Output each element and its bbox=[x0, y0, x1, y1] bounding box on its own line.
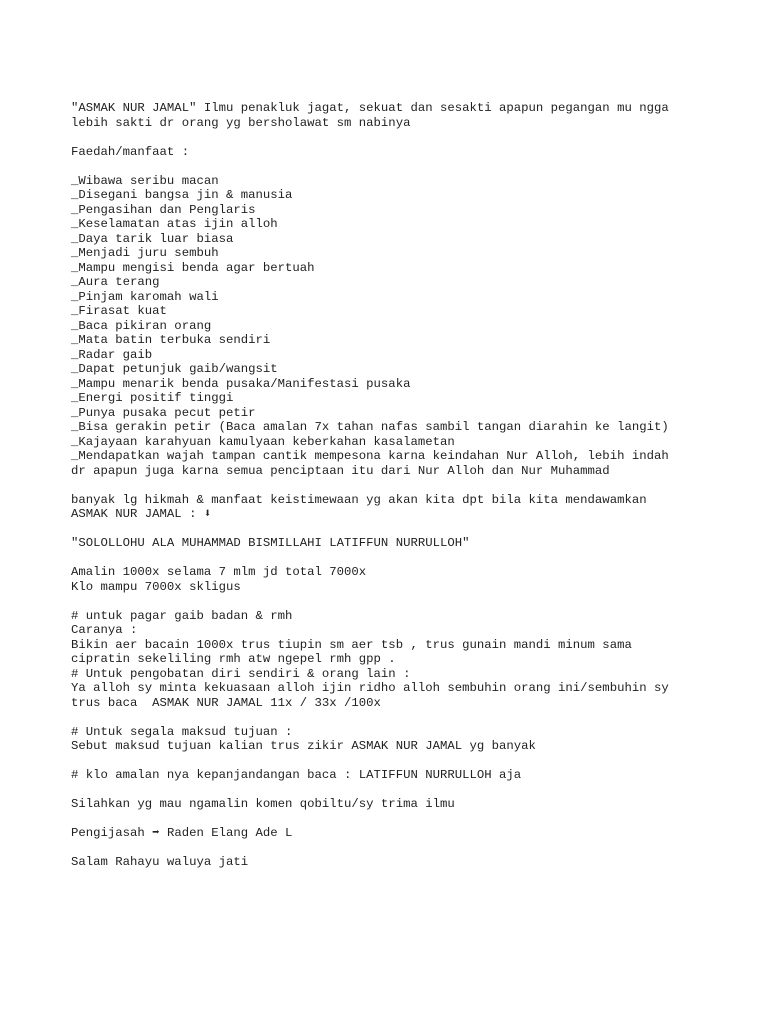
intro-line-2: lebih sakti dr orang yg bersholawat sm nabinya bbox=[71, 115, 411, 130]
list-item: _Menjadi juru sembuh bbox=[71, 246, 219, 260]
list-item-continuation: dr apapun juga karna semua penciptaan itu dari Nur Alloh dan Nur Muhammad bbox=[71, 463, 610, 478]
list-item: _Keselamatan atas ijin alloh bbox=[71, 217, 278, 231]
list-item: _Firasat kuat bbox=[71, 304, 167, 318]
benefits-list bbox=[71, 174, 731, 479]
pengobatan-step-2: trus baca ASMAK NUR JAMAL 11x / 33x /100x bbox=[71, 695, 381, 710]
amalan-line-1: Amalin 1000x selama 7 mlm jd total 7000x bbox=[71, 565, 367, 579]
panjang-note: # klo amalan nya kepanjandangan baca : LATIFFUN NURRULLOH aja bbox=[71, 768, 522, 782]
spacer bbox=[71, 551, 731, 566]
spacer bbox=[71, 522, 731, 537]
list-item: _Daya tarik luar biasa bbox=[71, 231, 234, 246]
faedah-heading: Faedah/manfaat : bbox=[71, 144, 190, 159]
amalan-line-2: Klo mampu 7000x skligus bbox=[71, 579, 241, 594]
list-item: _Baca pikiran orang bbox=[71, 318, 212, 333]
pagar-gaib-step-1: Bikin aer bacain 1000x trus tiupin sm aer tsb , trus gunain mandi minum sama bbox=[71, 637, 632, 652]
spacer bbox=[71, 130, 731, 145]
invitation-text: Silahkan yg mau ngamalin komen qobiltu/sy trima ilmu bbox=[71, 797, 455, 811]
list-item: _Bisa gerakin petir (Baca amalan 7x tahan nafas sambil tangan diarahin ke langit) bbox=[71, 420, 669, 434]
list-item: _Aura terang bbox=[71, 275, 160, 289]
spacer bbox=[71, 710, 731, 725]
spacer bbox=[71, 754, 731, 769]
list-item: _Mendapatkan wajah tampan cantik mempesona karna keindahan Nur Alloh, lebih indah bbox=[71, 449, 669, 463]
spacer bbox=[71, 478, 731, 493]
segala-maksud-heading: # Untuk segala maksud tujuan : bbox=[71, 724, 293, 739]
list-item: _Energi positif tinggi bbox=[71, 391, 234, 405]
intro-line-1: "ASMAK NUR JAMAL" Ilmu penakluk jagat, sekuat dan sesakti apapun pegangan mu ngga bbox=[71, 101, 669, 115]
spacer bbox=[71, 841, 731, 856]
more-benefits-line-2: ASMAK NUR JAMAL : ⬇ bbox=[71, 507, 212, 521]
list-item: _Mata batin terbuka sendiri bbox=[71, 333, 271, 347]
list-item: _Mampu menarik benda pusaka/Manifestasi pusaka bbox=[71, 376, 411, 391]
list-item: _Pinjam karomah wali bbox=[71, 289, 219, 304]
spacer bbox=[71, 594, 731, 609]
spacer bbox=[71, 783, 731, 798]
spacer bbox=[71, 812, 731, 827]
segala-maksud-text: Sebut maksud tujuan kalian trus zikir ASMAK NUR JAMAL yg banyak bbox=[71, 739, 536, 753]
list-item: _Punya pusaka pecut petir bbox=[71, 405, 256, 420]
pagar-gaib-heading: # untuk pagar gaib badan & rmh bbox=[71, 608, 293, 623]
closing-line: Salam Rahayu waluya jati bbox=[71, 855, 249, 869]
pengobatan-step-1: Ya alloh sy minta kekuasaan alloh ijin ridho alloh sembuhin orang ini/sembuhin sy bbox=[71, 681, 669, 695]
prayer-text: "SOLOLLOHU ALA MUHAMMAD BISMILLAHI LATIFFUN NURRULLOH" bbox=[71, 536, 470, 550]
list-item: _Radar gaib bbox=[71, 347, 153, 362]
list-item: _Mampu mengisi benda agar bertuah bbox=[71, 260, 315, 275]
pagar-gaib-step-2: cipratin sekeliling rmh atw ngepel rmh gpp . bbox=[71, 652, 396, 666]
pengobatan-heading: # Untuk pengobatan diri sendiri & orang lain : bbox=[71, 666, 411, 681]
list-item: _Disegani bangsa jin & manusia bbox=[71, 188, 293, 202]
list-item: _Kajayaan karahyuan kamulyaan keberkahan kasalametan bbox=[71, 434, 455, 449]
more-benefits-line-1: banyak lg hikmah & manfaat keistimewaan yg akan kita dpt bila kita mendawamkan bbox=[71, 492, 647, 507]
document-body bbox=[71, 101, 731, 870]
spacer bbox=[71, 159, 731, 174]
list-item: _Dapat petunjuk gaib/wangsit bbox=[71, 362, 278, 376]
list-item: _Pengasihan dan Penglaris bbox=[71, 202, 256, 217]
list-item: _Wibawa seribu macan bbox=[71, 173, 219, 188]
caranya-label: Caranya : bbox=[71, 623, 138, 637]
ijazah-line: Pengijasah ➡ Raden Elang Ade L bbox=[71, 826, 293, 840]
